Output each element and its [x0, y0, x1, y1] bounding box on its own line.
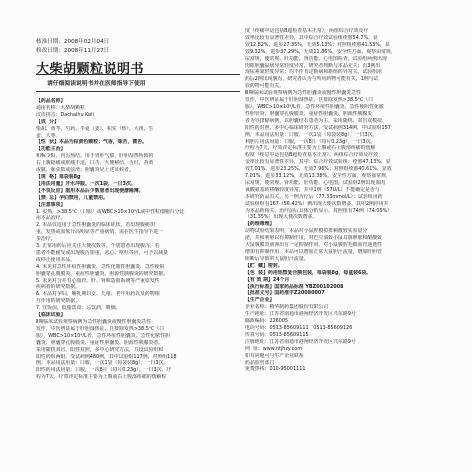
right-column-line: 者为导排除病例，以胆囊结石患者为主，采用随机、双盲双模拟、 [245, 117, 387, 124]
left-column-line: 【用法用量】开水冲服。一次1袋，一日3次。 [36, 180, 136, 187]
left-column-line: 【性 状】本品为棕黄色颗粒；气香，味苦，微苦。 [36, 139, 148, 146]
left-column-line: 右上腹隐痛或胀痛不适，口苦，大便秘结，舌红，苔黄 [36, 160, 154, 167]
right-column-line: 本研究药品有关，另一例为疗后（77.33mmol/L）；试验组用药 [245, 193, 383, 200]
document-title: 大柴胡颗粒说明书 [36, 62, 145, 77]
right-column-line: 肉眼胆囊鼠病异常轻度异常，研究者判断与本品无关；有3例出 [245, 62, 381, 69]
right-column-line: 免费热线：010-95001111 [245, 366, 306, 373]
right-column-line: 【药理毒理】 [245, 221, 275, 228]
left-column-line: 疾病者的研究数据。 [36, 284, 81, 291]
right-column-line: 尿常规，便常规、肝功能、肾功能、心电图检查。试验组两例出现 [245, 55, 387, 62]
left-column-line: 用本品治疗。 [36, 215, 66, 222]
right-column-line: 【执行标准】国家药品标准 YBZ00102008 [245, 283, 344, 290]
right-column-line: 服），WBC>10×10⁹/L者，急性坏疽性胆囊炎、急性梗阻性化脓 [245, 103, 384, 110]
right-column-line: 药品监管部门 [245, 359, 275, 366]
right-column-line: 电话号码：0513-85609111 0513-85609126 [245, 324, 353, 331]
right-column-line: 利胆片用法用量：口服，一次8片（每片0.23g），一日3次。 [245, 138, 376, 145]
left-column-line: 发作，中医辨证属于肝胆湿热证，且排除发热>38.5℃（口 [36, 325, 165, 332]
left-column-line: 和解少阳，内泻热结。用于胃肝气郁，肝胆湿热所致的 [36, 153, 154, 160]
left-column-line: 患者不能耐受或出现腹泻加重，恶心、呕吐等应，可予以减量 [36, 249, 169, 256]
right-column-line: 为本品药相关，治疗前后具体分析显示，对照组有74例（74.05%） [245, 207, 393, 214]
left-column-line: 程为7天，疗效评定标准主要为上腹或右上腹部疼痛的缓解程 [36, 374, 167, 381]
left-column-line: Ⅱ期临床试验观察病例为急性胆囊炎或慢性胆囊炎急性 [36, 319, 151, 325]
left-column-line: 步治疗。 [36, 236, 56, 243]
left-column-line: 阳性药组两组，受试病例480例，其中试验组117例，对照组118 [36, 353, 177, 360]
right-column-line: 邮政编码：226005 [245, 318, 289, 325]
right-column-line: 效9.32%，进步37.29%，无效11.86%。安全性方面，观察由常规， [245, 48, 396, 55]
left-column-line: 姜、大枣。 [36, 132, 61, 139]
right-column-line: 【包 装】药用铝塑复合膜包装，每袋装8g，每盒装6袋。 [245, 269, 372, 276]
right-column-line: 注册地址：江苏省南通市港闸经济开发区兴东路9号 [245, 338, 356, 345]
right-column-line: 金率比较有显著性差异，其中：综合疗效试验组：痊愈47.13%，显 [245, 159, 391, 166]
left-column-line: 阳性药用法用量：口服，一次8片（每片0.23g），一日3次，疗 [36, 367, 172, 374]
right-column-line: 疗程为7天，疗效评定标准主要为上腹或右上腹部疼痛的缓解 [245, 145, 376, 152]
right-column-line: 大鼠腹膜炎液渗出有一定抑制作用，对小鼠腹腔毛细血管通透性 [245, 242, 382, 249]
left-column-line: 3. 正常用药后应关注大便次数等。个别患者出现腹泻，若 [36, 243, 160, 250]
right-column-line: 阳性药对照、多中心临床研究方法，受试病例314例，中试验组157 [245, 124, 391, 131]
right-column-line: （31.35%）出现大便次数增多。 [245, 214, 318, 221]
left-column-line: 服），WBC>10×10⁹/L者，急性坏疽性胆囊炎、急性化脓性胆 [36, 332, 170, 339]
right-column-line: 增加有抑制作用。本品可以增加正常大鼠胆汁流量，增加肝胆管 [245, 249, 382, 255]
right-column-line: 度（疼痛中运包括B超检查基本正常），两组综合疗效及疗 [245, 28, 369, 34]
right-column-line: 例，本品用法用量：口服，一次1袋（每袋装8g），一日3次。 [245, 131, 378, 138]
left-column-line: 【禁 忌】孕妇禁用，儿童禁用。 [36, 194, 108, 201]
right-column-line: 网 址：www.ntjhzy.com [245, 345, 303, 352]
left-column-line: 1. 实热，>38.5℃（口服）或WBC>10×10⁹/L或中性粒细胞百分比 [36, 208, 185, 215]
left-column-line: 汉语拼音：Dachaihu Keli [36, 111, 94, 118]
right-column-line: 泌，并和利胆以有抑制作用，对巴豆油致小鼠耳廓肿胀和醋酸致 [245, 235, 382, 242]
right-column-line: 阻断后导致的大鼠胆汁流量。 [245, 255, 309, 262]
left-column-line: 【药品名称】 [36, 98, 66, 104]
right-column-line: 药后2例出现腹泻，研究者认为与所用药物可能有关，1例与试 [245, 76, 379, 83]
right-column-line: 试验组组有167（56.42%）例出现大便次数增多，其中2例停用并 [245, 200, 389, 207]
title-divider-top [36, 74, 240, 75]
right-column-line: 7.01%，进步33.12%，无效13.38%。安全性方面，观察血常规、 [245, 173, 391, 180]
right-column-line: 效7.01%，进步23.25%，无效7.96%；对照组痊愈40.61%，显效 [245, 166, 392, 173]
left-column-line: 【临床试验】 [36, 312, 66, 319]
right-text-column [245, 28, 445, 373]
right-column-line: Ⅲ期临床试验观察病例为急性胆囊炎或慢性胆囊炎急性 [245, 90, 361, 97]
right-column-line: 动物试验结果表明，本品对小鼠腔模拟排刺激较实验量分 [245, 228, 368, 235]
left-column-line: 2. 本品仅适用于急性胆囊炎的临床症状，若出现腹痛加 [36, 222, 155, 229]
left-column-line: 或停止使用本品。 [36, 256, 76, 263]
right-column-line: 发作，中医辨证属于肝胆湿热证，且排除发热>38.5℃（口 [245, 97, 374, 104]
right-column-line: 效12.82%，进步27.35%，无效5.13%；对照组痊愈41.53%，显 [245, 41, 390, 48]
left-column-line: 胆囊穿孔腹膜炎、重症性胆囊炎、胆源性胰腺炎的研究数据。 [36, 270, 169, 277]
right-column-line: 效率比较有显著性差异，其中综合疗效试验组痊愈54.7%，显 [245, 34, 378, 41]
right-column-line: 【有 效 期】24个月 [245, 276, 290, 283]
right-column-line: 【贮 藏】密封。 [245, 262, 283, 269]
left-column-line: 4. 未见对急性坏疽性胆囊炎、急性化脓性胆囊炎、急性梗阻 [36, 263, 165, 270]
right-column-line: 现尿素氮轻度异常；均不作肯定新病和新组药异常关。试验组用 [245, 69, 382, 76]
right-column-line: 氧酸氨基转移酶轻度异常，并中1例（57U/L）不能确定是否与 [245, 186, 380, 193]
left-column-line: 例。本品用法用量：口服，一次1袋（每袋装8g），一日3次。 [36, 360, 169, 367]
left-column-line: 或腻，脉弦数或弦滑；胆囊炎见上述证候者。 [36, 167, 134, 174]
left-column-line: 囊炎、胆囊穿孔腹膜炎、重症性胆囊炎、胆源性胰腺炎者。 [36, 339, 164, 346]
right-column-line: 【生产企业】 [245, 297, 275, 304]
right-column-line: 生产地址：江苏省南通市港闸经济开发区兴东路9号 [245, 311, 356, 318]
title-divider-bottom [36, 91, 240, 92]
left-column-line: 【注意事项】 [36, 201, 66, 208]
revision-date: 修改日期：2008年11月27日 [36, 47, 110, 54]
right-column-line: 【批准文号】国药准字Z20080007 [245, 290, 325, 297]
left-column-line: 【功能主治】 [36, 146, 66, 153]
right-column-line: 程度（疼息中运包括B超检查基本正常）。两组综合疗效及疗效 [245, 152, 378, 159]
left-column-line: 7. 宜饭前、低脂饮食；忌饮酒，吸烟。 [36, 305, 121, 312]
left-column-line: 重、发热或血象升高明显等严重病情，需在医生指导下进一 [36, 229, 164, 236]
right-column-line: 如有问题可与生产企业联系 [245, 352, 304, 359]
right-column-line: 尿常规，便常规、肾功能、肝功能、心电图。试验组2例出现血肉 [245, 179, 386, 186]
left-column-line: 【成 分】 [36, 118, 59, 125]
left-column-line: 5. 未见对合并有心血管、肝、肾和造血系统等严重原发性 [36, 277, 160, 284]
left-text-column [36, 98, 240, 381]
left-column-line: 互作用的研究数据。 [36, 298, 81, 305]
right-column-line: 性胆管炎、胆囊穿孔腹膜炎、重症性胆囊炎、胆源性胰腺炎 [245, 110, 373, 117]
document-subtitle: 请仔细阅读说明书并在医师指导下使用 [47, 81, 146, 87]
revision-dates [36, 38, 109, 55]
right-column-line: 验药物可能有关。 [245, 83, 285, 90]
left-column-line: 【不良反应】服用本品后少数患者出现便溏稀薄。 [36, 187, 144, 194]
left-column-line: 【规 格】每袋装8g [36, 173, 81, 180]
left-column-line: 采用随机双盲、阳性对照，多中心研究方法，共设试验组和 [36, 346, 164, 353]
approval-date: 核准日期：2008年02月04日 [36, 39, 110, 45]
left-column-line: 6. 本品对孕妇、哺乳期妇女、儿童、老年用药以及药物相 [36, 291, 160, 298]
right-column-line: 企业名称：精华制药集团股份有限公司 [245, 304, 329, 311]
left-column-line: 通用名称：大柴胡颗粒 [36, 104, 85, 111]
left-column-line: 柴胡、黄芩、芍药、半夏（姜）、枳实（炒）、大黄、生 [36, 125, 154, 132]
right-column-line: 传真号码：0513-85609115 [245, 331, 309, 338]
